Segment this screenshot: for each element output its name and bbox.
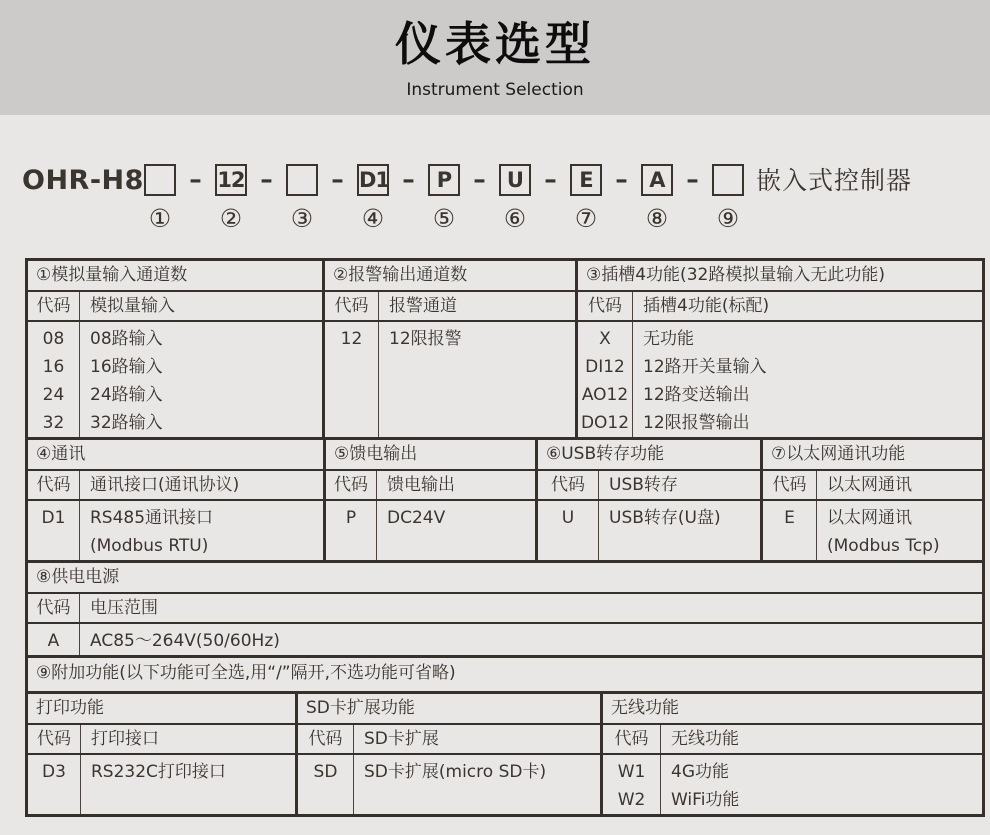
- desc-cell: USB转存(U盘): [609, 508, 721, 528]
- table-group-2: [28, 437, 982, 560]
- section-communication: [28, 440, 323, 560]
- desc-column: [379, 325, 575, 437]
- segment-number-7: ⑦: [574, 204, 598, 233]
- column-header-row: [28, 594, 982, 624]
- additional-functions-banner: ⑨附加功能(以下功能可全选,用“/”隔开,不选功能可省略): [36, 663, 456, 683]
- desc-column: [80, 325, 322, 437]
- code-column: [603, 755, 661, 814]
- model-suffix: 嵌入式控制器: [755, 166, 912, 195]
- dash-separator: –: [402, 165, 415, 194]
- desc-cell: (Modbus Tcp): [827, 536, 940, 556]
- desc-cell: 24路输入: [90, 385, 163, 405]
- desc-column: [377, 504, 535, 560]
- section-alarm-output-channels: [322, 261, 575, 437]
- desc-column-header: 以太网通讯: [827, 475, 912, 495]
- section-body: [578, 322, 982, 437]
- model-box-1: [144, 164, 176, 196]
- table-group-additional: [28, 655, 982, 691]
- column-header-row: [28, 292, 322, 322]
- segment-number-2: ②: [219, 204, 243, 233]
- desc-cell: AC85～264V(50/60Hz): [90, 631, 280, 651]
- desc-column: [354, 758, 600, 814]
- code-column: [578, 322, 633, 437]
- model-box-2: 12: [215, 164, 247, 196]
- desc-cell: SD卡扩展(micro SD卡): [364, 762, 547, 782]
- desc-column: [80, 504, 323, 560]
- desc-column-header: 打印接口: [91, 729, 159, 749]
- code-cell: 32: [42, 413, 65, 433]
- column-header-row: [603, 725, 982, 755]
- code-column-header: 代码: [538, 471, 599, 499]
- desc-cell: 12路开关量输入: [643, 357, 767, 377]
- code-cell: X: [599, 329, 611, 349]
- page-subtitle: Instrument Selection: [406, 80, 584, 100]
- segment-number-8: ⑧: [645, 204, 669, 233]
- code-cell: SD: [313, 762, 338, 782]
- section-body: [326, 501, 535, 560]
- desc-cell: 无功能: [643, 329, 694, 349]
- code-column: [28, 755, 81, 814]
- code-cell: 16: [42, 357, 65, 377]
- code-column: [28, 322, 80, 437]
- section-print-function: [28, 694, 295, 814]
- code-column: [326, 501, 377, 560]
- segment-number-3: ③: [290, 204, 314, 233]
- dash-separator: –: [686, 165, 699, 194]
- code-cell: [763, 532, 816, 560]
- table-group-1: [28, 261, 982, 437]
- model-segment-4: [357, 164, 389, 231]
- desc-cell: 以太网通讯: [827, 508, 912, 528]
- model-segment-8: [641, 164, 673, 231]
- code-cell: DO12: [580, 413, 630, 433]
- section-title: ⑦以太网通讯功能: [763, 440, 982, 471]
- desc-column: [599, 504, 760, 560]
- section-title: ⑥USB转存功能: [538, 440, 760, 471]
- model-segment-9: [712, 164, 744, 231]
- code-cell: W2: [617, 790, 646, 810]
- dash-separator: –: [544, 165, 557, 194]
- dash-separator: –: [189, 165, 202, 194]
- desc-column-header: 馈电输出: [387, 475, 455, 495]
- model-box-3: [286, 164, 318, 196]
- desc-column-header: 无线功能: [671, 729, 739, 749]
- column-header-row: [325, 292, 575, 322]
- column-header-row: [28, 471, 323, 501]
- model-box-4: D1: [357, 164, 389, 196]
- column-header-row: [578, 292, 982, 322]
- desc-cell: (Modbus RTU): [90, 536, 209, 556]
- code-column: [325, 322, 379, 437]
- model-segment-1: [144, 164, 176, 231]
- selection-table: [25, 258, 985, 817]
- desc-column-header: 报警通道: [389, 296, 457, 316]
- desc-cell: 12限报警输出: [643, 413, 750, 433]
- desc-column-header: 模拟量输入: [90, 296, 175, 316]
- desc-column-header: 电压范围: [90, 598, 158, 618]
- desc-column: [633, 325, 982, 437]
- model-segment-7: [570, 164, 602, 231]
- desc-column-header: 通讯接口(通讯协议): [90, 475, 240, 495]
- code-column-header: 代码: [603, 725, 661, 753]
- desc-column-header: 插槽4功能(标配): [643, 296, 770, 316]
- code-cell: E: [784, 508, 795, 528]
- section-body: [28, 501, 323, 560]
- desc-cell: 32路输入: [90, 413, 163, 433]
- section-wireless: [600, 694, 982, 814]
- desc-cell: 4G功能: [671, 762, 729, 782]
- code-column: [28, 624, 80, 655]
- model-box-5: P: [428, 164, 460, 196]
- section-title: ①模拟量输入通道数: [28, 261, 322, 292]
- table-group-power: [28, 560, 982, 655]
- desc-cell: WiFi功能: [671, 790, 740, 810]
- code-cell: 12: [340, 329, 363, 349]
- section-sd-card: [295, 694, 600, 814]
- desc-column: [81, 758, 295, 814]
- code-column-header: 代码: [28, 292, 80, 320]
- code-column-header: 代码: [326, 471, 377, 499]
- section-body: [28, 624, 982, 655]
- code-column: [538, 501, 599, 560]
- desc-cell: 12限报警: [389, 329, 462, 349]
- section-title: ⑤馈电输出: [326, 440, 535, 471]
- column-header-row: [28, 725, 295, 755]
- section-title: SD卡扩展功能: [298, 694, 600, 725]
- section-title: ③插槽4功能(32路模拟量输入无此功能): [578, 261, 982, 292]
- column-header-row: [538, 471, 760, 501]
- section-usb-transfer: [535, 440, 760, 560]
- desc-cell: RS485通讯接口: [90, 508, 214, 528]
- code-column-header: 代码: [325, 292, 379, 320]
- model-segment-2: [215, 164, 247, 231]
- section-power-supply: [28, 563, 982, 655]
- section-title: ⑧供电电源: [28, 563, 982, 594]
- code-cell: D1: [41, 508, 66, 528]
- code-column-header: 代码: [28, 471, 80, 499]
- desc-column: [817, 504, 982, 560]
- section-body: [325, 322, 575, 437]
- dash-separator: –: [473, 165, 486, 194]
- code-column: [763, 501, 817, 560]
- code-cell: D3: [42, 762, 66, 782]
- model-box-6: U: [499, 164, 531, 196]
- model-segment-5: [428, 164, 460, 231]
- segment-number-6: ⑥: [503, 204, 527, 233]
- desc-column: [80, 627, 982, 655]
- desc-cell: RS232C打印接口: [91, 762, 226, 782]
- section-title: 打印功能: [28, 694, 295, 725]
- model-box-7: E: [570, 164, 602, 196]
- dash-separator: –: [615, 165, 628, 194]
- section-title: 无线功能: [603, 694, 982, 725]
- code-column-header: 代码: [298, 725, 354, 753]
- code-column-header: 代码: [578, 292, 633, 320]
- column-header-row: [763, 471, 982, 501]
- code-column: [28, 501, 80, 560]
- desc-cell: 16路输入: [90, 357, 163, 377]
- model-segment-3: [286, 164, 318, 231]
- code-cell: DI12: [585, 357, 625, 377]
- segment-number-9: ⑨: [716, 204, 740, 233]
- segment-number-1: ①: [148, 204, 172, 233]
- desc-column: [661, 758, 982, 814]
- dash-separator: –: [260, 165, 273, 194]
- model-box-8: A: [641, 164, 673, 196]
- desc-column-header: SD卡扩展: [364, 729, 439, 749]
- section-body: [763, 501, 982, 560]
- section-analog-input-channels: [28, 261, 322, 437]
- desc-cell: 12路变送输出: [643, 385, 750, 405]
- segment-number-5: ⑤: [432, 204, 456, 233]
- column-header-row: [326, 471, 535, 501]
- page-header: [0, 0, 990, 115]
- model-box-9: [712, 164, 744, 196]
- section-body: [28, 322, 322, 437]
- section-body: [603, 755, 982, 814]
- section-body: [538, 501, 760, 560]
- code-cell: U: [561, 508, 575, 528]
- desc-cell: DC24V: [387, 508, 446, 528]
- code-cell: P: [345, 508, 357, 528]
- code-cell: A: [47, 631, 60, 651]
- column-header-row: [298, 725, 600, 755]
- section-slot4-function: [575, 261, 982, 437]
- section-title: ②报警输出通道数: [325, 261, 575, 292]
- desc-column-header: USB转存: [609, 475, 678, 495]
- code-column-header: 代码: [28, 594, 80, 622]
- code-column: [298, 755, 354, 814]
- section-feed-output: [323, 440, 535, 560]
- page-title: 仪表选型: [395, 17, 595, 71]
- code-column-header: 代码: [28, 725, 81, 753]
- dash-separator: –: [331, 165, 344, 194]
- code-cell: AO12: [581, 385, 629, 405]
- model-segment-6: [499, 164, 531, 231]
- model-code-line: [22, 164, 990, 231]
- code-cell: W1: [617, 762, 646, 782]
- table-group-5: [28, 691, 982, 814]
- section-ethernet: [760, 440, 982, 560]
- code-cell: [28, 532, 79, 560]
- section-body: [298, 755, 600, 814]
- desc-cell: 08路输入: [90, 329, 163, 349]
- code-column-header: 代码: [763, 471, 817, 499]
- segment-number-4: ④: [361, 204, 385, 233]
- model-prefix: OHR-H8: [22, 165, 144, 196]
- code-cell: 08: [42, 329, 65, 349]
- code-cell: 24: [42, 385, 65, 405]
- section-body: [28, 755, 295, 814]
- section-title: ④通讯: [28, 440, 323, 471]
